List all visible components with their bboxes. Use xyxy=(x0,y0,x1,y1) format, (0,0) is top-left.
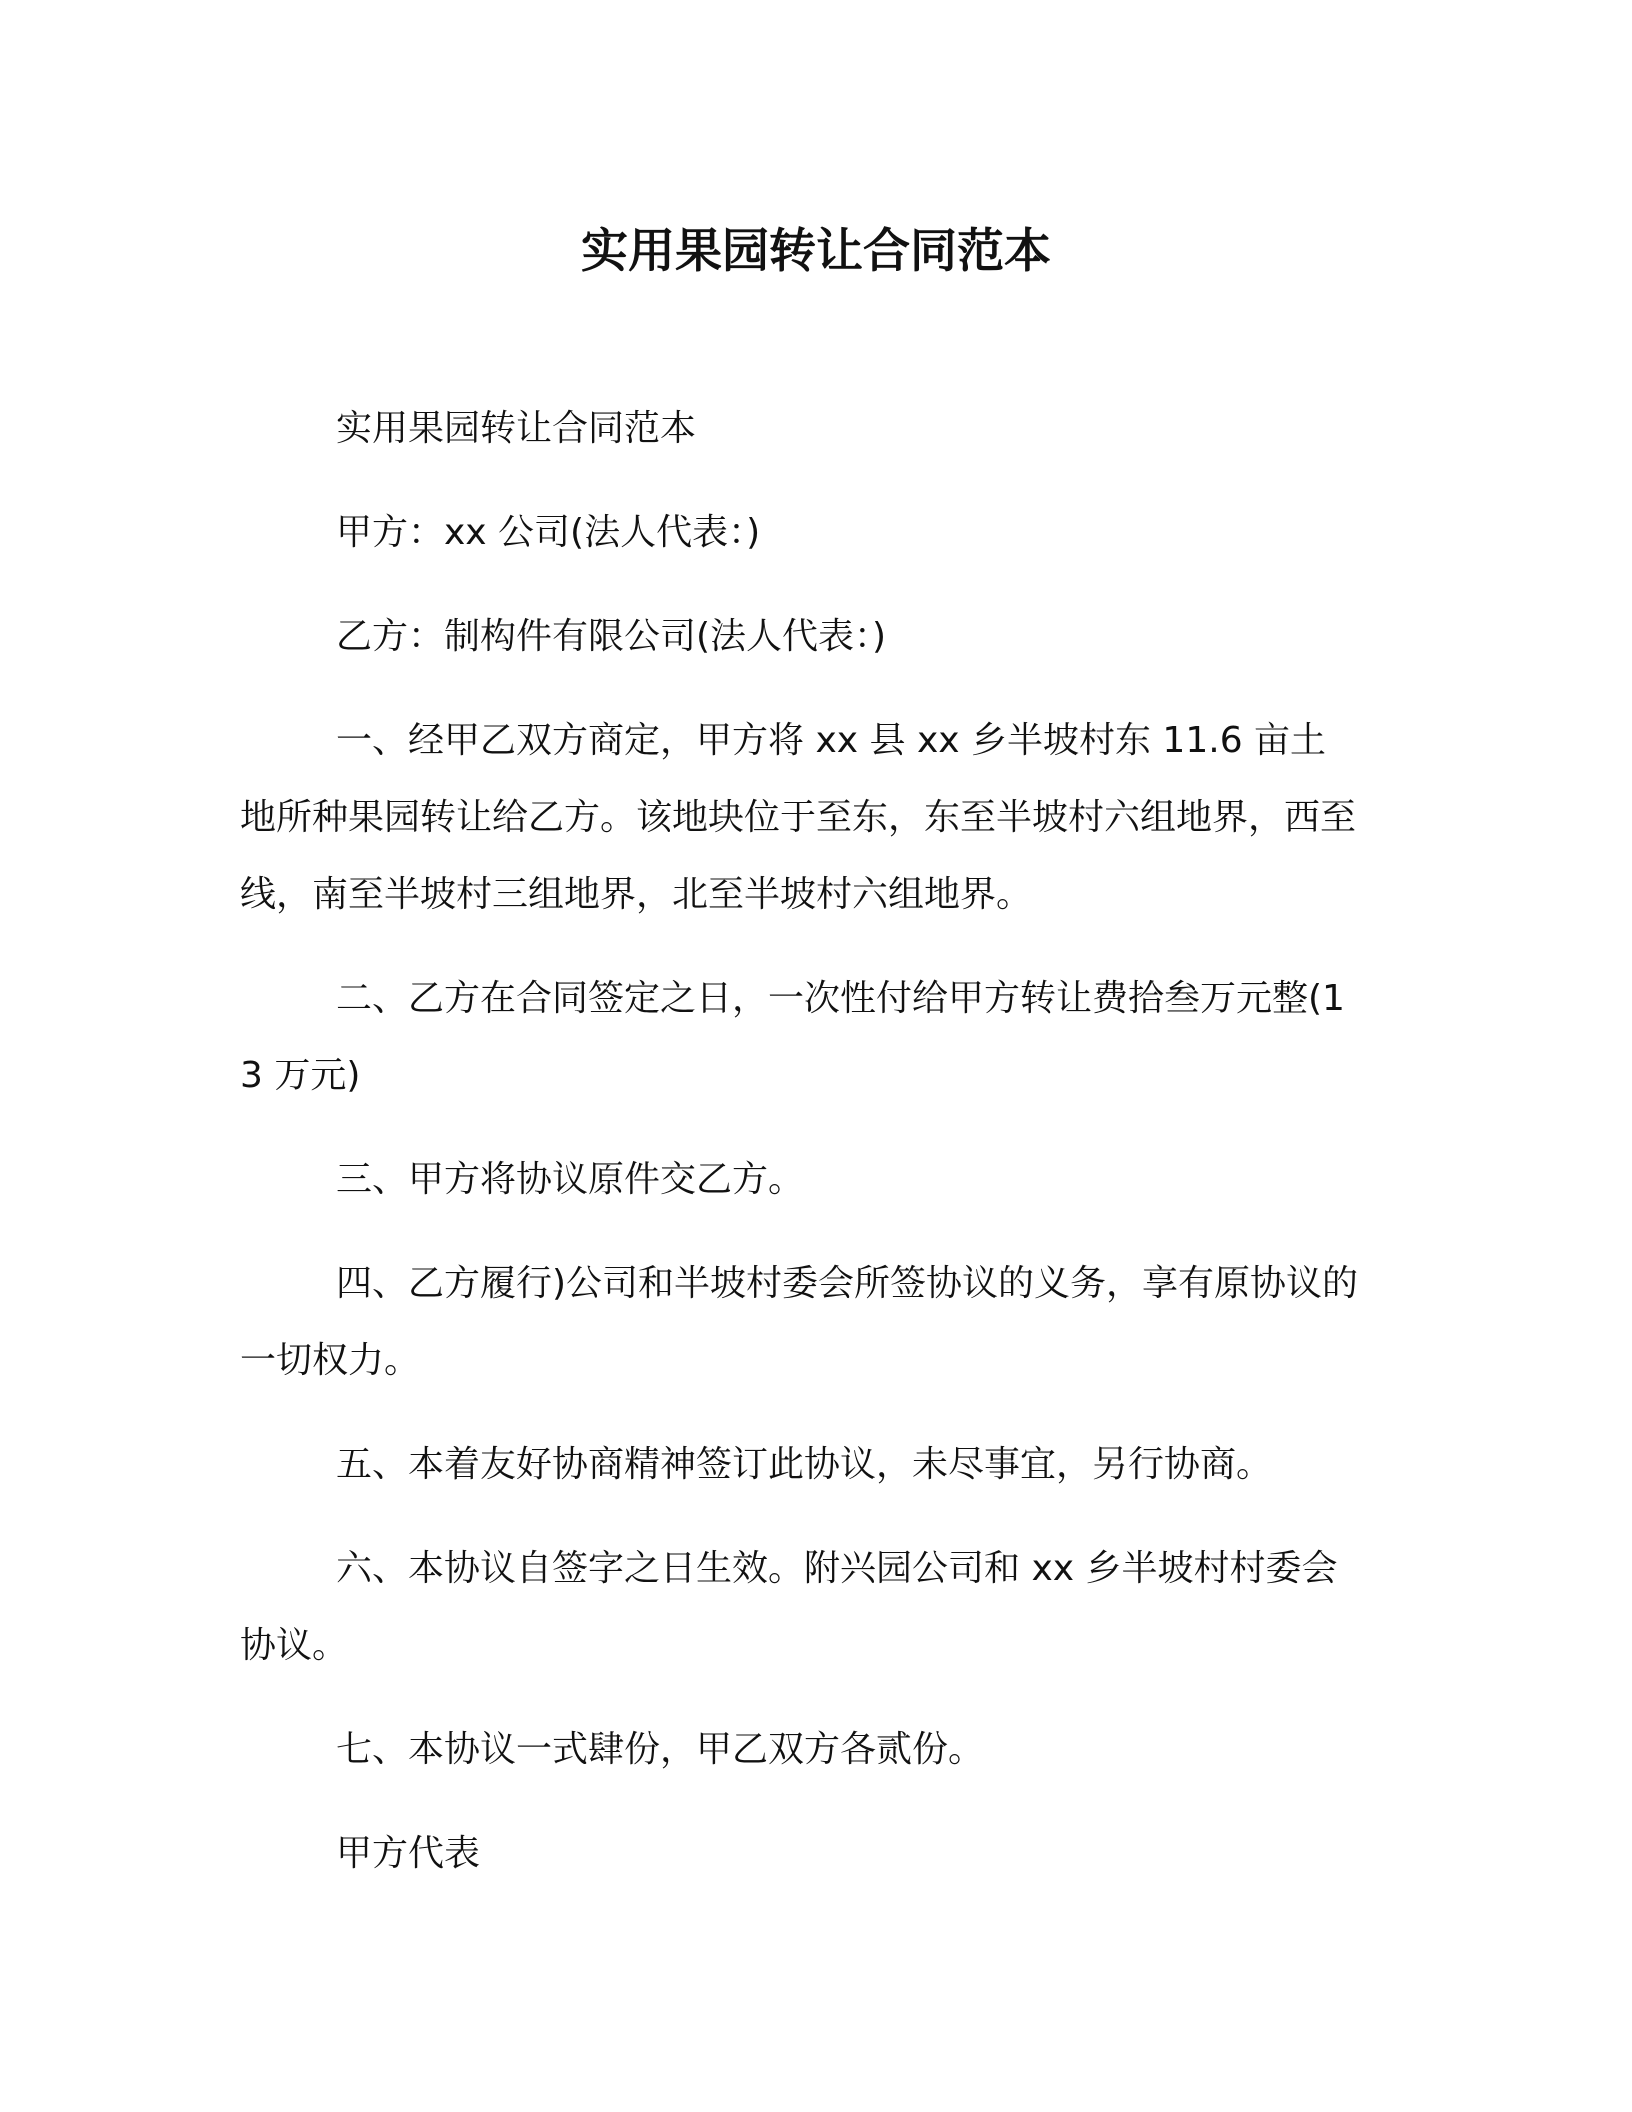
clause-1-paragraph: 一、经甲乙双方商定，甲方将 xx 县 xx 乡半坡村东 11.6 亩土地所种果园转让给乙方。该地块位于至东，东至半坡村六组地界，西至线，南至半坡村三组地界，北至半坡村六组地界。 xyxy=(240,720,1357,915)
clause-4-paragraph: 四、乙方履行)公司和半坡村委会所签协议的义务，享有原协议的一切权力。 xyxy=(240,1263,1359,1381)
clause-5-paragraph: 五、本着友好协商精神签订此协议，未尽事宜，另行协商。 xyxy=(336,1444,1273,1485)
clause-3-paragraph: 三、甲方将协议原件交乙方。 xyxy=(336,1159,805,1200)
party-a-signature-label: 甲方代表 xyxy=(336,1833,481,1874)
clause-7-paragraph: 七、本协议一式肆份，甲乙双方各贰份。 xyxy=(336,1729,985,1770)
document-body xyxy=(240,390,1360,1919)
document-title: 实用果园转让合同范本 xyxy=(581,224,1051,279)
clause-2-paragraph: 二、乙方在合同签定之日，一次性付给甲方转让费拾叁万元整(13 万元) xyxy=(240,978,1345,1096)
party-b-paragraph: 乙方：制构件有限公司(法人代表：) xyxy=(336,616,887,657)
party-a-paragraph: 甲方：xx 公司(法人代表：) xyxy=(336,512,761,553)
subtitle-paragraph: 实用果园转让合同范本 xyxy=(336,408,697,449)
clause-6-paragraph: 六、本协议自签字之日生效。附兴园公司和 xx 乡半坡村村委会协议。 xyxy=(240,1548,1338,1666)
